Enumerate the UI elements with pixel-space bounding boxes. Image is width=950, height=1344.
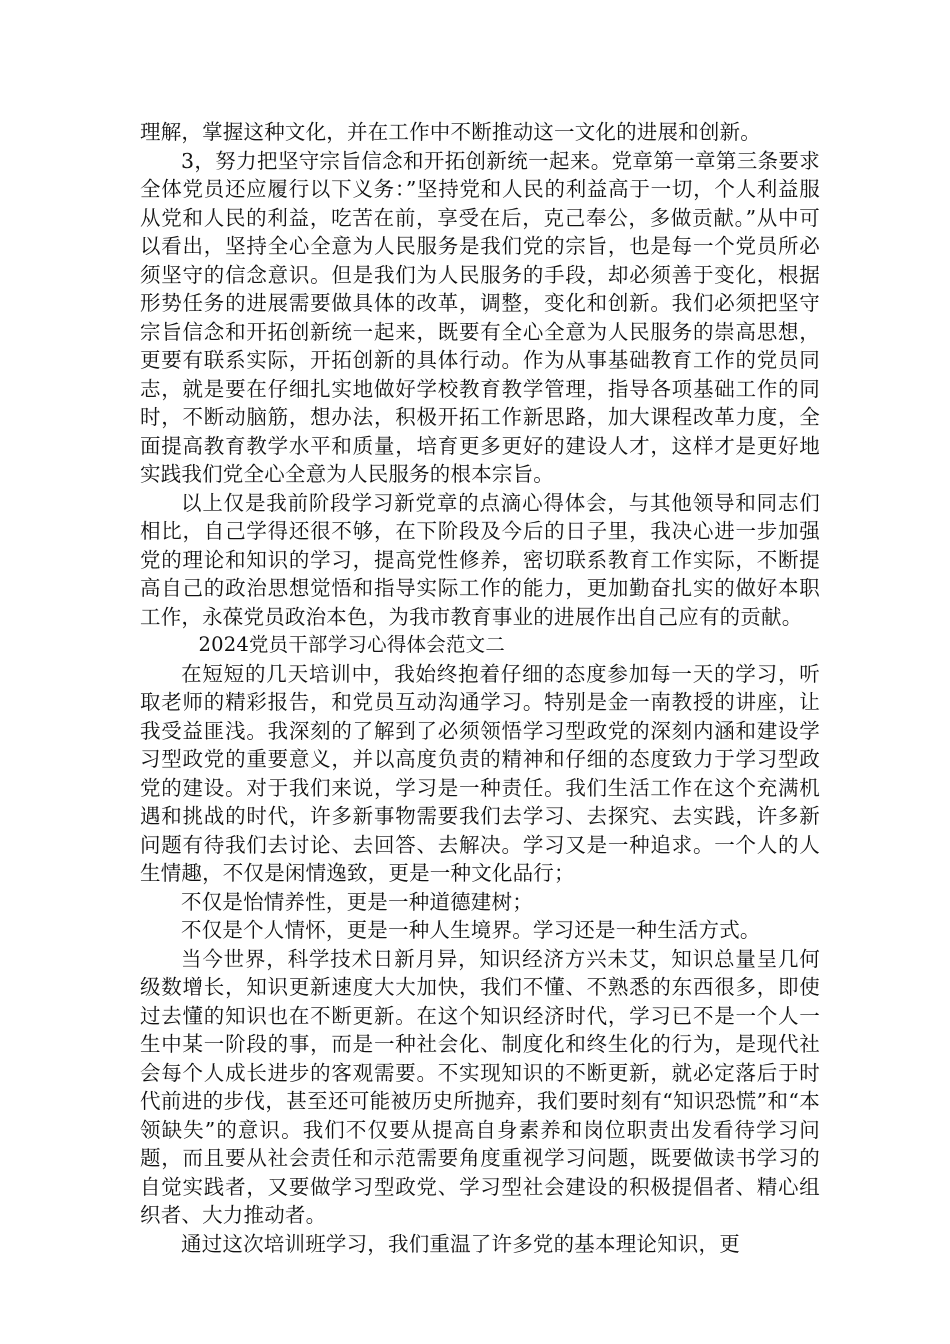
- paragraph-6: 不仅是个人情怀，更是一种人生境界。学习还是一种生活方式。: [181, 918, 761, 942]
- paragraph-8: 通过这次培训班学习，我们重温了许多党的基本理论知识，更: [181, 1231, 740, 1256]
- document-page: [140, 118, 820, 1258]
- paragraph-7: 当今世界，科学技术日新月异，知识经济方兴未艾，知识总量呈几何级数增长，知识更新速度大大加快，我们不懂、不熟悉的东西很多，即使过去懂的知识也在不断更新。在这个知识经济时代，学习已不是一个人一生中某一阶段的事，而是一种社会化、制度化和终生化的行为，是现代社会每个人成长进步的客观需要。不实现知识的不断更新，就必定落后于时代前进的步伐，甚至还可能被历史所抛弃，我们要时刻有“知识恐慌”和“本领缺失”的意识。我们不仅要从提高自身素养和岗位职责出发看待学习问题，而且要从社会责任和示范需要角度重视学习问题，既要做读书学习的自觉实践者，又要做学习型政党、学习型社会建设的积极提倡者、精心组织者、大力推动者。: [140, 946, 820, 1227]
- section-heading: 2024党员干部学习心得体会范文二: [198, 633, 506, 656]
- paragraph-3: 以上仅是我前阶段学习新党章的点滴心得体会，与其他领导和同志们相比，自己学得还很不够，在下阶段及今后的日子里，我决心进一步加强党的理论和知识的学习，提高党性修养，密切联系教育工作实际，不断提高自己的政治思想觉悟和指导实际工作的能力，更加勤奋扎实的做好本职工作，永葆党员政治本色，为我市教育事业的进展作出自己应有的贡献。: [140, 490, 820, 629]
- paragraph-5: 不仅是怡情养性，更是一种道德建树；: [181, 889, 533, 914]
- paragraph-1: 理解，掌握这种文化，并在工作中不断推动这一文化的进展和创新。: [140, 120, 761, 144]
- paragraph-2: 3，努力把坚守宗旨信念和开拓创新统一起来。党章第一章第三条要求全体党员还应履行以下义务：”坚持党和人民的利益高于一切，个人利益服从党和人民的利益，吃苦在前，享受在后，克己奉公，多做贡献。”从中可以看出，坚持全心全意为人民服务是我们党的宗旨，也是每一个党员所必须坚守的信念意识。但是我们为人民服务的手段，却必须善于变化，根据形势任务的进展需要做具体的改革，调整，变化和创新。我们必须把坚守宗旨信念和开拓创新统一起来，既要有全心全意为人民服务的崇高思想，更要有联系实际，开拓创新的具体行动。作为从事基础教育工作的党员同志，就是要在仔细扎实地做好学校教育教学管理，指导各项基础工作的同时，不断动脑筋，想办法，积极开拓工作新思路，加大课程改革力度，全面提高教育教学水平和质量，培育更多更好的建设人才，这样才是更好地实践我们党全心全意为人民服务的根本宗旨。: [140, 148, 820, 486]
- paragraph-4: 在短短的几天培训中，我始终抱着仔细的态度参加每一天的学习，听取老师的精彩报告，和党员互动沟通学习。特别是金一南教授的讲座，让我受益匪浅。我深刻的了解到了必须领悟学习型政党的深刻内涵和建设学习型政党的重要意义，并以高度负责的精神和仔细的态度致力于学习型政党的建设。对于我们来说，学习是一种责任。我们生活工作在这个充满机遇和挑战的时代，许多新事物需要我们去学习、去探究、去实践，许多新问题有待我们去讨论、去回答、去解决。学习又是一种追求。一个人的人生情趣，不仅是闲情逸致，更是一种文化品行；: [140, 661, 820, 885]
